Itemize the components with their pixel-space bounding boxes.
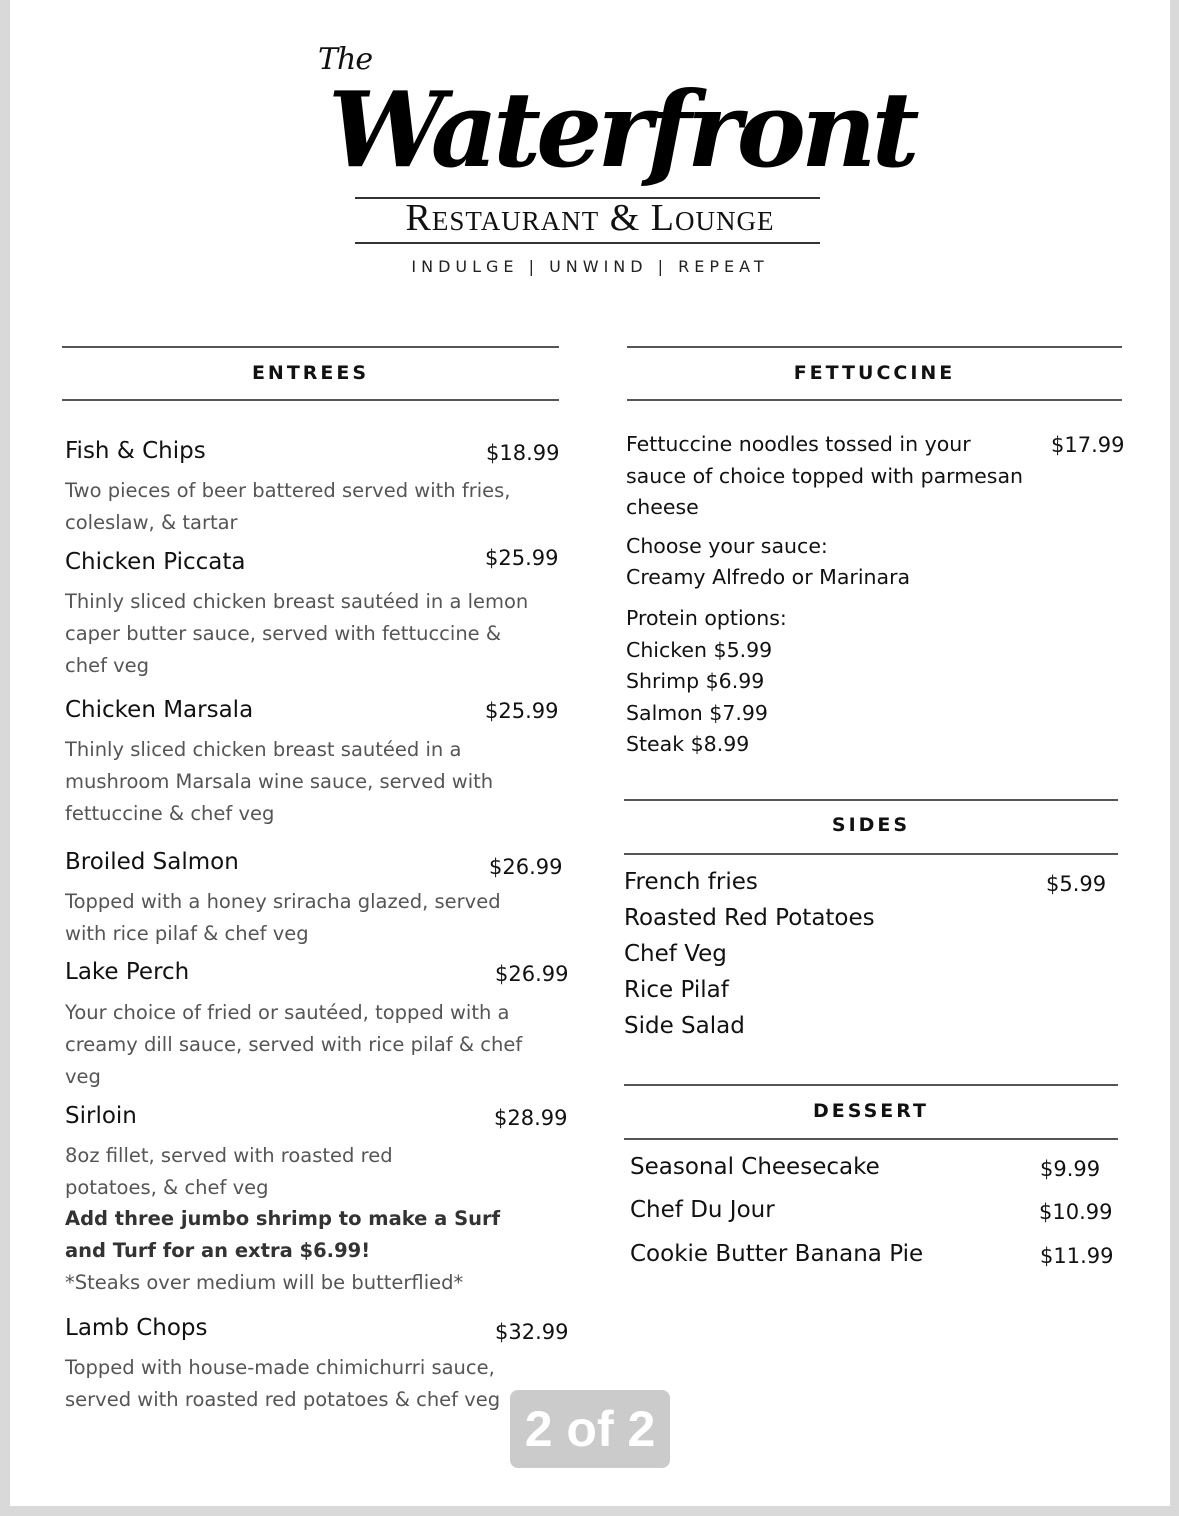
protein-option: Salmon $7.99 [626, 701, 768, 725]
protein-option: Shrimp $6.99 [626, 669, 765, 693]
dessert-price: $9.99 [1040, 1157, 1101, 1181]
dessert-name: Seasonal Cheesecake [630, 1154, 880, 1180]
entree-price: $28.99 [494, 1106, 568, 1130]
entrees-bottom-rule [62, 399, 559, 401]
protein-label: Protein options: [626, 606, 787, 630]
entree-description: Your choice of fried or sautéed, topped with a creamy dill sauce, served with rice pilaf & chef veg [65, 1001, 523, 1088]
side-item: French fries [624, 869, 758, 895]
entree-price: $26.99 [495, 962, 569, 986]
sides-title: SIDES [831, 814, 911, 836]
entree-name: Chicken Piccata [65, 549, 246, 575]
dessert-name: Chef Du Jour [630, 1197, 775, 1223]
entree-description: 8oz fillet, served with roasted red potatoes, & chef veg [65, 1144, 393, 1199]
dessert-title: DESSERT [813, 1100, 929, 1122]
side-item: Chef Veg [624, 941, 727, 967]
fettuccine-title: FETTUCCINE [793, 362, 956, 384]
entree-name: Fish & Chips [65, 438, 206, 464]
entrees-top-rule [62, 346, 559, 348]
steak-note: *Steaks over medium will be butterflied* [65, 1271, 464, 1294]
entree-description: Two pieces of beer battered served with fries, coleslaw, & tartar [65, 479, 511, 534]
side-item: Rice Pilaf [624, 977, 729, 1003]
dessert-price: $10.99 [1039, 1200, 1113, 1224]
fettuccine-description: Fettuccine noodles tossed in your sauce of choice topped with parmesan cheese [626, 432, 1024, 519]
logo-the: The [318, 42, 373, 77]
entree-description: Thinly sliced chicken breast sautéed in a lemon caper butter sauce, served with fettuccine & chef veg [65, 590, 529, 677]
logo-name: Waterfront [328, 68, 915, 191]
entree-name: Broiled Salmon [65, 849, 239, 875]
entree-description: Topped with a honey sriracha glazed, served with rice pilaf & chef veg [65, 890, 501, 945]
fettuccine-price: $17.99 [1051, 433, 1125, 457]
page-indicator-badge: 2 of 2 [510, 1390, 670, 1468]
entrees-title: ENTREES [251, 362, 370, 384]
entree-name: Lake Perch [65, 959, 190, 985]
dessert-price: $11.99 [1040, 1244, 1114, 1268]
side-item: Roasted Red Potatoes [624, 905, 875, 931]
sides-price: $5.99 [1046, 872, 1107, 896]
side-item: Side Salad [624, 1013, 745, 1039]
fettuccine-top-rule [627, 346, 1122, 348]
menu-page [10, 0, 1170, 1506]
entree-name: Lamb Chops [65, 1315, 208, 1341]
fettuccine-bottom-rule [627, 399, 1122, 401]
entree-description: Topped with house-made chimichurri sauce, served with roasted red potatoes & chef veg [65, 1356, 501, 1411]
entree-name: Sirloin [65, 1103, 137, 1129]
sides-bottom-rule [624, 853, 1118, 855]
logo-bottom-rule [355, 242, 820, 244]
dessert-top-rule [624, 1084, 1118, 1086]
surf-and-turf-addon: Add three jumbo shrimp to make a Surf and Turf for an extra $6.99! [65, 1207, 501, 1262]
entree-description: Thinly sliced chicken breast sautéed in a mushroom Marsala wine sauce, served with fettuccine & chef veg [65, 738, 494, 825]
tagline: INDULGE | UNWIND | REPEAT [411, 257, 769, 276]
entree-price: $25.99 [485, 699, 559, 723]
entree-price: $25.99 [485, 546, 559, 570]
protein-option: Chicken $5.99 [626, 638, 773, 662]
dessert-bottom-rule [624, 1138, 1118, 1140]
sauce-options: Creamy Alfredo or Marinara [626, 565, 911, 589]
entree-price: $18.99 [486, 441, 560, 465]
logo-subtitle: Restaurant & Lounge [405, 197, 775, 239]
dessert-name: Cookie Butter Banana Pie [630, 1241, 924, 1267]
sides-top-rule [624, 799, 1118, 801]
protein-option: Steak $8.99 [626, 732, 750, 756]
entree-price: $32.99 [495, 1320, 569, 1344]
entree-price: $26.99 [489, 855, 563, 879]
entree-name: Chicken Marsala [65, 697, 254, 723]
sauce-label: Choose your sauce: [626, 534, 828, 558]
